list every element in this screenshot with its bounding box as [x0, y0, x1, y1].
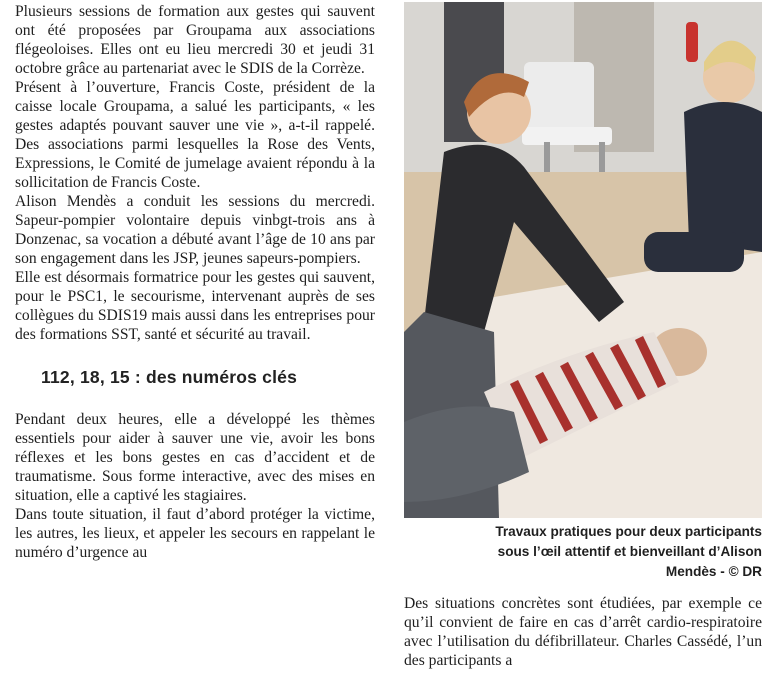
section-subheading: 112, 18, 15 : des numéros clés — [41, 367, 298, 387]
caption-line: Travaux pratiques pour deux participants — [495, 524, 762, 539]
article-paragraph: Pendant deux heures, elle a développé les thèmes essentiels pour aider à sauver une vie, avoir les bons réflexes et les bons gestes en cas d’accident et de traumatisme. Sous forme interactive, avec des mises en situation, elle a captivé les stagiaires. — [15, 411, 375, 504]
article-paragraph: Plusieurs sessions de formation aux gestes qui sauvent ont été proposées par Groupama aux associations flégeoloises. Elles ont eu lieu mercredi 30 et jeudi 31 octobre grâce au partenariat avec le SDIS de la Corrèze. — [15, 3, 375, 77]
caption-line: Mendès - © DR — [665, 564, 762, 579]
article-photo — [404, 2, 762, 518]
caption-line: sous l’œil attentif et bienveillant d’Alison — [497, 544, 762, 559]
article-paragraph: Des situations concrètes sont étudiées, par exemple ce qu’il convient de faire en cas d’arrêt cardio-respiratoire avec l’utilisation du défibrillateur. Charles Cassédé, l’un des participants a — [404, 595, 762, 669]
article-right-text — [404, 594, 762, 670]
article-paragraph: Alison Mendès a conduit les sessions du mercredi. Sapeur-pompier volontaire depuis vinbgt-trois ans à Donzenac, sa vocation a débuté avant l’âge de 10 ans par son engagement dans les JSP, jeunes sapeurs-pompiers. — [15, 193, 375, 267]
article-paragraph: Elle est désormais formatrice pour les gestes qui sauvent, pour le PSC1, le secourisme, intervenant auprès de ses collègues du SDIS19 mais aussi dans les entreprises pour des formations SST, santé et sécurité au travail. — [15, 269, 375, 343]
article-paragraph: Présent à l’ouverture, Francis Coste, président de la caisse locale Groupama, a salué les participants, « les gestes adaptés pouvant sauver une vie », a-t-il rappelé. Des associations parmi lesquelles la Rose des Vents, Expressions, le Comité de jumelage avaient répondu à la sollicitation de Francis Coste. — [15, 79, 375, 191]
photo-illustration — [404, 2, 762, 518]
photo-caption — [404, 522, 762, 582]
article-paragraph: Dans toute situation, il faut d’abord protéger la victime, les autres, les lieux, et appeler les secours en rappelant le numéro d’urgence au — [15, 506, 375, 561]
article-left-column — [15, 2, 375, 562]
article-right-column — [404, 2, 762, 670]
